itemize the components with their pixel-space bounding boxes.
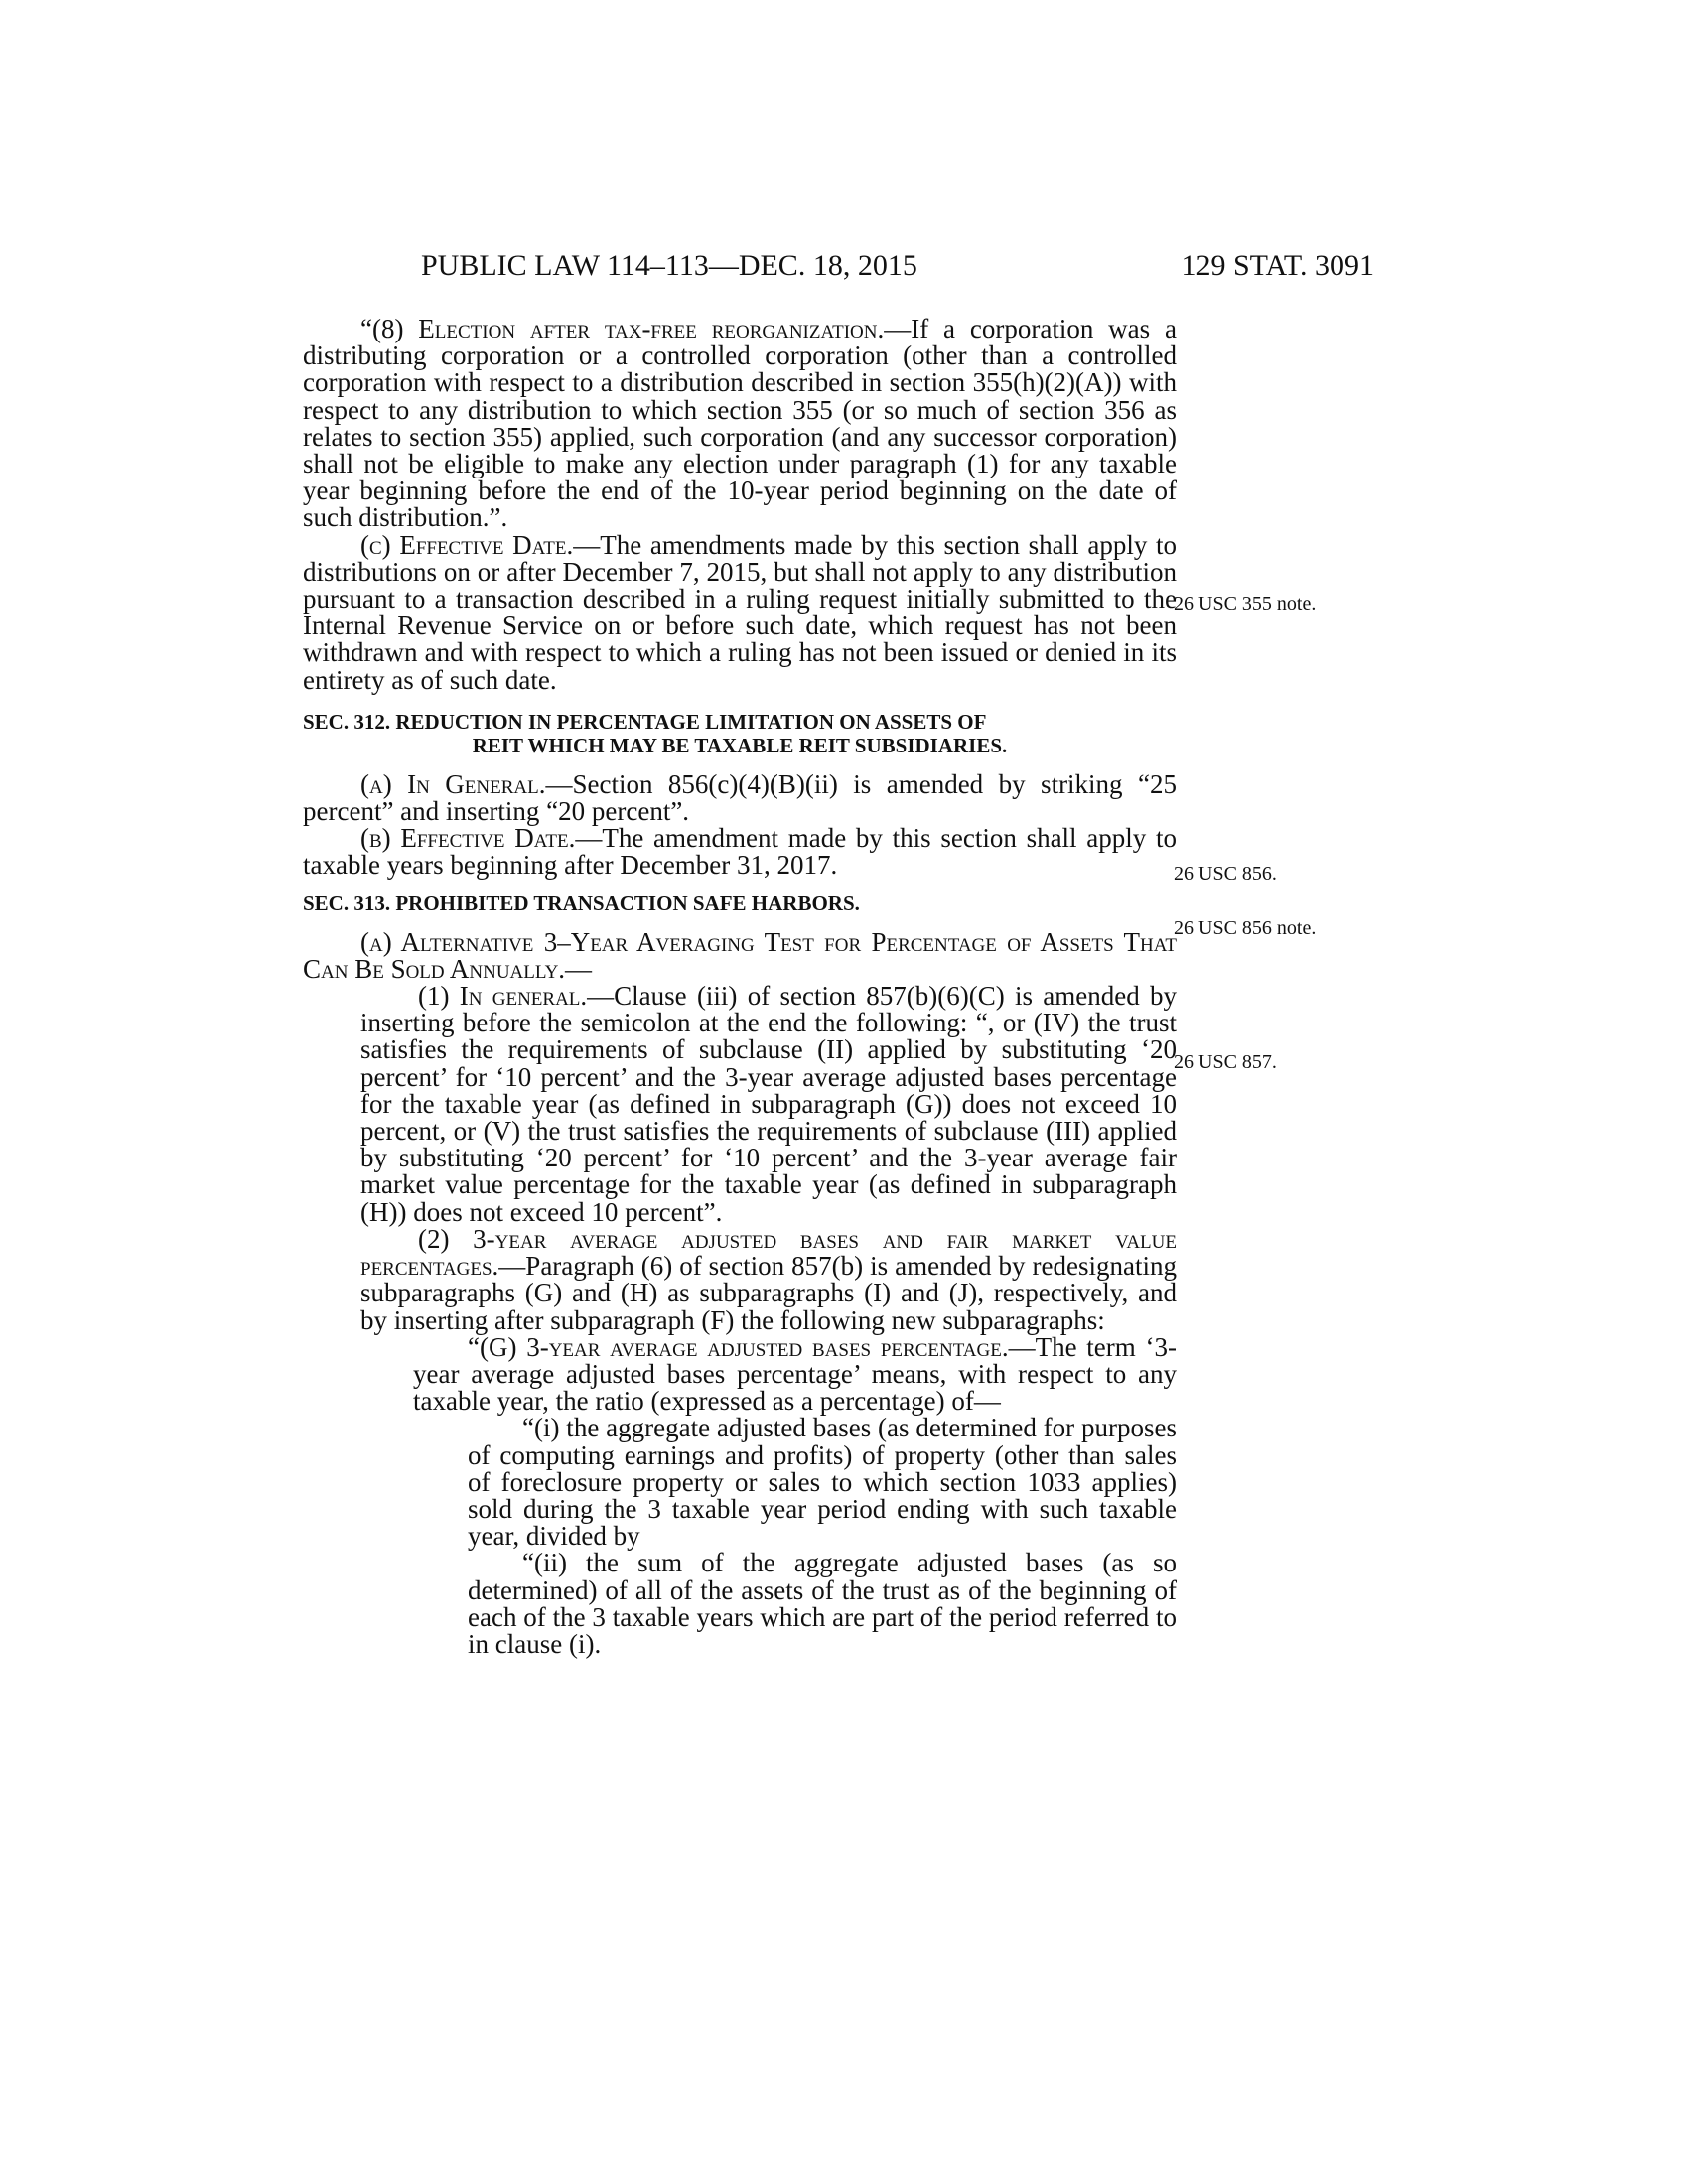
margin-note-856: 26 USC 856. <box>1174 863 1277 885</box>
section-313-subsection-a: (a) Alternative 3–Year Averaging Test for Percentage of Assets That Can Be Sold Annually.— <box>303 926 1177 984</box>
paragraph-8-text: If a corporation was a distributing corporation or a controlled corporation (other than a controlled corporation with respect to a distribution described in section 355(h)(2)(A)) with respect to any distribution to which section 355 (or so much of section 356 as relates to section 355) applied, such corporation (and any successor corporation) shall not be eligible to make any election under paragraph (1) for any taxable year beginning before the end of the 10-year period beginning on the date of such distribution.”. <box>303 314 1177 533</box>
subparagraph-g-text: The term ‘3-year average adjusted bases percentage’ means, with respect to any taxable year, the ratio (expressed as a percentage) of— <box>413 1331 1177 1417</box>
paragraph-8-heading: “(8) Election after tax-free reorganization.— <box>360 314 912 343</box>
subparagraph-g <box>413 1331 1177 1417</box>
section-312-heading-line2: REIT WHICH MAY BE TAXABLE REIT SUBSIDIARIES. <box>472 733 1008 757</box>
paragraph-2-text: Paragraph (6) of section 857(b) is amended by redesignating subparagraphs (G) and (H) as subparagraphs (I) and (J), respectively, and by inserting after subparagraph (F) the following new subparagraphs: <box>360 1251 1177 1335</box>
section-313-paragraph-1 <box>360 983 1177 1226</box>
margin-note-856-note: 26 USC 856 note. <box>1174 917 1317 939</box>
header-law-citation: PUBLIC LAW 114–113—DEC. 18, 2015 <box>421 249 917 282</box>
paragraph-8 <box>303 316 1177 532</box>
subparagraph-g-heading: “(G) 3-year average adjusted bases percentage.— <box>468 1331 1036 1362</box>
subsection-c-text: The amendments made by this section shall apply to distributions on or after December 7, 2015, but shall not apply to any distribution pursuant to a transaction described in a ruling request initially submitted to the Internal Revenue Service on or before such date, which request has not been withdrawn and with respect to which a ruling has not been issued or denied in its entirety as of such date. <box>303 529 1177 695</box>
section-312-b-heading: (b) Effective Date.— <box>360 823 603 854</box>
section-312-b-text: The amendment made by this section shall apply to taxable years beginning after December 31, 2017. <box>303 823 1177 881</box>
paragraph-1-text: Clause (iii) of section 857(b)(6)(C) is amended by inserting before the semicolon at the end the following: “, or (IV) the trust satisfies the requirements of subclause (II) applied by substituting ‘20 percent’ for ‘10 percent’ and the 3-year average adjusted bases percentage for the taxable year (as defined in subparagraph (G)) does not exceed 10 percent, or (V) the trust satisfies the requirements of subclause (III) applied by substituting ‘20 percent’ for ‘10 percent’ and the 3-year average fair market value percentage for the taxable year (as defined in subparagraph (H)) does not exceed 10 percent”. <box>360 981 1177 1227</box>
running-header <box>421 241 1374 291</box>
section-312-subsection-a <box>303 768 1177 827</box>
margin-note-355: 26 USC 355 note. <box>1174 593 1317 614</box>
section-313-heading-text: SEC. 313. PROHIBITED TRANSACTION SAFE HARBORS. <box>303 890 860 915</box>
section-312-heading-line1: SEC. 312. REDUCTION IN PERCENTAGE LIMITATION ON ASSETS OF <box>303 709 987 734</box>
clause-ii: “(ii) the sum of the aggregate adjusted bases (as so determined) of all of the assets of the trust as of the beginning of each of the 3 taxable years which are part of the period referred to in clause (i). <box>468 1548 1177 1659</box>
paragraph-2-heading: (2) 3-year average adjusted bases and fair market value percentages.— <box>360 1223 1177 1282</box>
document-body <box>303 316 1177 1658</box>
section-312-a-text: Section 856(c)(4)(B)(ii) is amended by striking “25 percent” and inserting “20 percent”. <box>303 768 1177 827</box>
section-312-a-heading: (a) In General.— <box>360 768 573 799</box>
subsection-c-heading: (c) Effective Date.— <box>360 529 601 560</box>
section-313-heading <box>303 891 1177 915</box>
clause-i: “(i) the aggregate adjusted bases (as determined for purposes of computing earnings and profits) of property (other than sales of foreclosure property or sales to which section 1033 applies) sold during the 3 taxable year period ending with such taxable year, divided by <box>468 1413 1177 1552</box>
section-312-subsection-b <box>303 825 1177 879</box>
paragraph-1-heading: (1) In general.— <box>418 981 615 1012</box>
header-page-number: 129 STAT. 3091 <box>1181 249 1374 282</box>
section-313-paragraph-2 <box>360 1223 1177 1335</box>
section-312-heading <box>303 710 1177 757</box>
subsection-c-effective-date <box>303 529 1177 695</box>
margin-note-857: 26 USC 857. <box>1174 1051 1277 1073</box>
